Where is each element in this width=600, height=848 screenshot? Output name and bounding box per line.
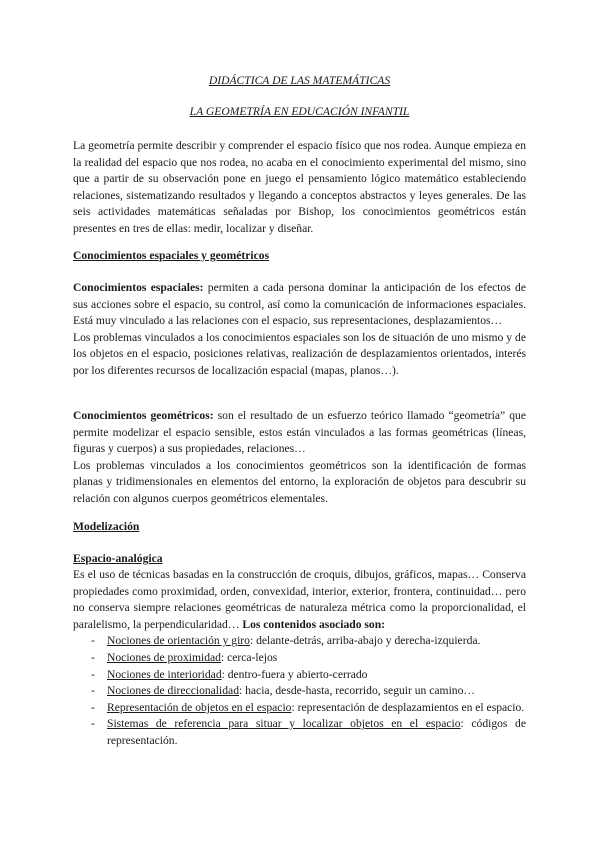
espaciales-text: permiten a cada persona dominar la anticipación de los efectos de sus acciones sobre el espacio, su control, así como la comunicación de informaciones espaciales. Está muy vinculado a las relaciones con el espacio, sus representaciones, desplazamientos…	[73, 281, 526, 328]
espaciales-paragraph	[73, 280, 526, 380]
modelizacion-body: Es el uso de técnicas basadas en la construcción de croquis, dibujos, gráficos, mapas… Conserva propiedades como proximidad, orden, convexidad, interior, exterior, frontera, continuidad… pero no conserva siempre relaciones geométricas de naturaleza métrica como la proporcionalidad, el paralelismo, la perpendicularidad…	[73, 568, 526, 631]
intro-paragraph	[73, 138, 526, 238]
modelizacion-text	[73, 567, 526, 633]
section-heading-conocimientos: Conocimientos espaciales y geométricos	[73, 249, 270, 262]
list-item	[73, 683, 526, 700]
espaciales-problems: Los problemas vinculados a los conocimientos espaciales son los de situación de uno mismo y de los objetos en el espacio, posiciones relativas, realización de desplazamientos orientados, interés por los diferentes recursos de localización espacial (mapas, planos…).	[73, 330, 526, 377]
item-desc: : cerca-lejos	[220, 650, 278, 664]
item-desc: : representación de desplazamientos en el espacio.	[291, 700, 525, 714]
item-desc: : dentro-fuera y abierto-cerrado	[221, 667, 368, 681]
document-title: DIDÁCTICA DE LAS MATEMÁTICAS	[208, 74, 391, 87]
list-item	[73, 716, 526, 749]
item-term: Sistemas de referencia para situar y localizar objetos en el espacio	[107, 717, 461, 731]
item-term: Nociones de orientación y giro	[107, 634, 250, 648]
document-subtitle: LA GEOMETRÍA EN EDUCACIÓN INFANTIL	[189, 105, 410, 118]
item-term: Nociones de interioridad	[107, 667, 222, 681]
subheading-espacio-analogica: Espacio-analógica	[73, 552, 163, 565]
dash-bullet: -	[91, 650, 95, 664]
item-term: Representación de objetos en el espacio	[107, 700, 292, 714]
dash-bullet: -	[91, 717, 95, 731]
espaciales-term: Conocimientos espaciales:	[73, 281, 204, 294]
espaciales-definition	[73, 280, 526, 330]
list-item	[73, 633, 526, 650]
section-heading-modelizacion: Modelización	[73, 520, 140, 533]
item-desc: : delante-detrás, arriba-abajo y derecha-izquierda.	[249, 634, 481, 648]
item-term: Nociones de proximidad	[107, 650, 221, 664]
intro-text: La geometría permite describir y comprender el espacio físico que nos rodea. Aunque empieza en la realidad del espacio que nos rodea, no acaba en el conocimiento experimental del mismo, sino que a partir de su observación pone en juego el pensamiento lógico matemático estableciendo relaciones, sistematizando resultados y llegando a conceptos abstractos y leyes generales. De las seis actividades matemáticas señaladas por Bishop, los conocimientos geométricos están presentes en tres de ellas: medir, localizar y diseñar.	[73, 139, 526, 235]
contenidos-list	[73, 633, 526, 749]
list-item	[73, 667, 526, 684]
dash-bullet: -	[91, 684, 95, 698]
item-desc: : códigos de representación.	[107, 717, 526, 747]
geometricos-paragraph	[73, 408, 526, 508]
geometricos-text: son el resultado de un esfuerzo teórico llamado “geometría” que permite modelizar el espacio sensible, estos están vinculados a las formas geométricas (líneas, figuras y cuerpos) a sus propiedades, relaciones…	[73, 409, 526, 456]
contenidos-label: Los contenidos asociado son:	[242, 617, 386, 631]
list-item	[73, 700, 526, 717]
dash-bullet: -	[91, 700, 95, 714]
modelizacion-paragraph	[73, 567, 526, 750]
list-item	[73, 650, 526, 667]
geometricos-problems: Los problemas vinculados a los conocimientos geométricos son la identificación de formas planas y tridimensionales en elementos del entorno, la exploración de objetos para descubrir su relación con algunos cuerpos geométricos elementales.	[73, 458, 526, 505]
item-term: Nociones de direccionalidad	[107, 684, 239, 698]
dash-bullet: -	[91, 667, 95, 681]
geometricos-definition	[73, 408, 526, 458]
item-desc: : hacia, desde-hasta, recorrido, seguir un camino…	[239, 684, 475, 698]
dash-bullet: -	[91, 634, 95, 648]
geometricos-term: Conocimientos geométricos:	[73, 409, 214, 422]
